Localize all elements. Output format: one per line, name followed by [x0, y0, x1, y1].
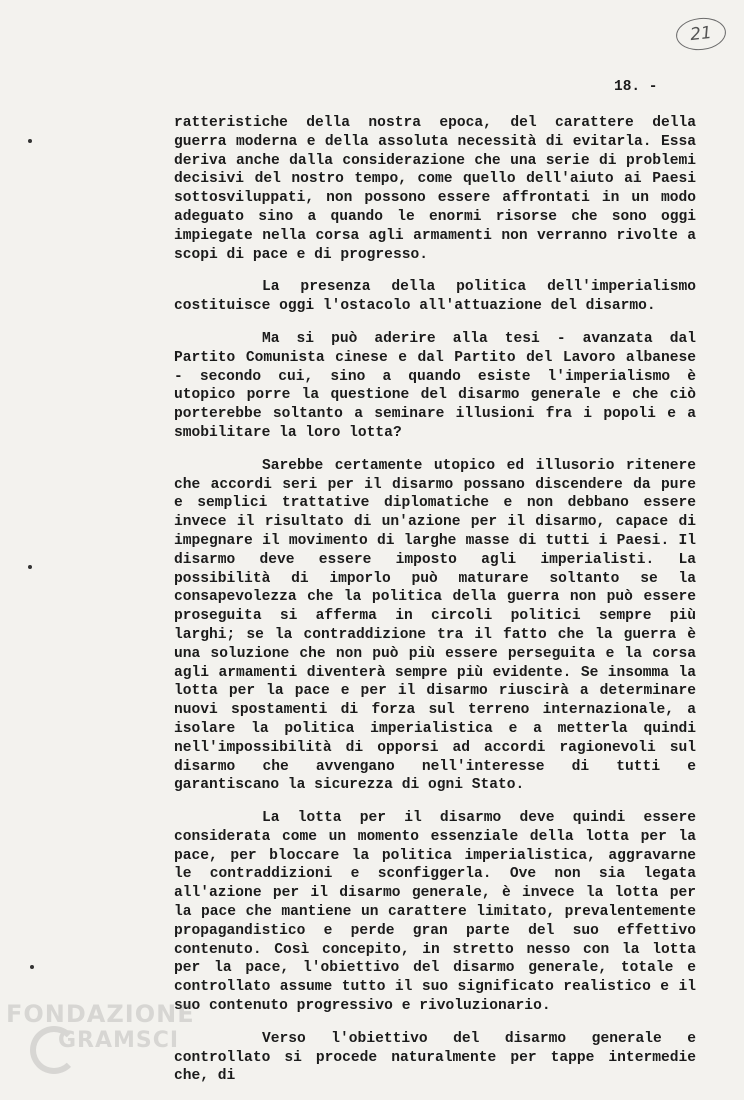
margin-mark — [28, 565, 32, 569]
paragraph: La presenza della politica dell'imperialismo costituisce oggi l'ostacolo all'attuazione del disarmo. — [174, 279, 696, 315]
margin-mark — [30, 965, 34, 969]
paragraph: La lotta per il disarmo deve quindi essere considerata come un momento essenziale della lotta per la pace, per bloccare la politica imperialistica, aggravarne le contraddizioni e sconfiggerla. Ove non sia legata all'azione per il disarmo generale, è invece la lotta per la pace che mantiene un carattere limitato, prevalentemente propagandistico e perde gran parte del suo effettivo contenuto. Così concepito, in stretto nesso con la lotta per la pace, l'obiettivo del disarmo generale, totale e controllato assume tutto il suo significato realistico e il suo contenuto progressivo e rivoluzionario. — [174, 810, 696, 1015]
paragraph: Sarebbe certamente utopico ed illusorio ritenere che accordi seri per il disarmo possano discendere da pure e semplici trattative diplomatiche e non debbano essere invece il risultato di un'azione per il disarmo, capace di impegnare il movimento di larghe masse di tutti i Paesi. Il disarmo deve essere imposto agli imperialisti. La possibilità di imporlo può maturare soltanto se la consapevolezza che la politica della guerra non può essere proseguita si afferma in circoli politici sempre più larghi; se la contraddizione tra il fatto che la guerra è una soluzione che non può più essere perseguita e la corsa agli armamenti diventerà sempre più evidente. Se insomma la lotta per la pace e per il disarmo riuscirà a determinare nuovi spostamenti di forza sul terreno internazionale, a isolare la politica imperialistica e a metterla quindi nell'impossibilità di opporsi ad accordi ragionevoli sul disarmo che avvengano nell'interesse di tutti e garantiscano la sicurezza di ogni Stato. — [174, 457, 696, 794]
paragraph: ratteristiche della nostra epoca, del carattere della guerra moderna e della assoluta necessità di evitarla. Essa deriva anche dalla considerazione che una serie di problemi decisivi del nostro tempo, come quello dell'aiuto ai Paesi sottosviluppati, non possono essere affrontati in un modo adeguato sino a quando le enormi risorse che sono oggi impiegate nella corsa agli armamenti non verranno rivolte a scopi di pace e di progresso. — [174, 115, 696, 263]
foundation-watermark — [0, 996, 195, 1080]
paragraph: Ma si può aderire alla tesi - avanzata dal Partito Comunista cinese e dal Partito del Lavoro albanese - secondo cui, sino a quando esiste l'imperialismo è utopico porre la questione del disarmo generale e che ciò porterebbe soltanto a seminare illusioni fra i popoli e a smobilitare la loro lotta? — [174, 330, 696, 441]
body-text — [174, 114, 696, 1100]
archive-stamp: 21 — [674, 15, 727, 52]
watermark-line-1: FONDAZIONE — [6, 1000, 195, 1028]
watermark-line-2: GRAMSCI — [58, 1028, 180, 1053]
paragraph: Verso l'obiettivo del disarmo generale e controllato si procede naturalmente per tappe intermedie che, di — [174, 1030, 696, 1085]
page-number: 18. - — [614, 79, 658, 95]
margin-mark — [28, 139, 32, 143]
